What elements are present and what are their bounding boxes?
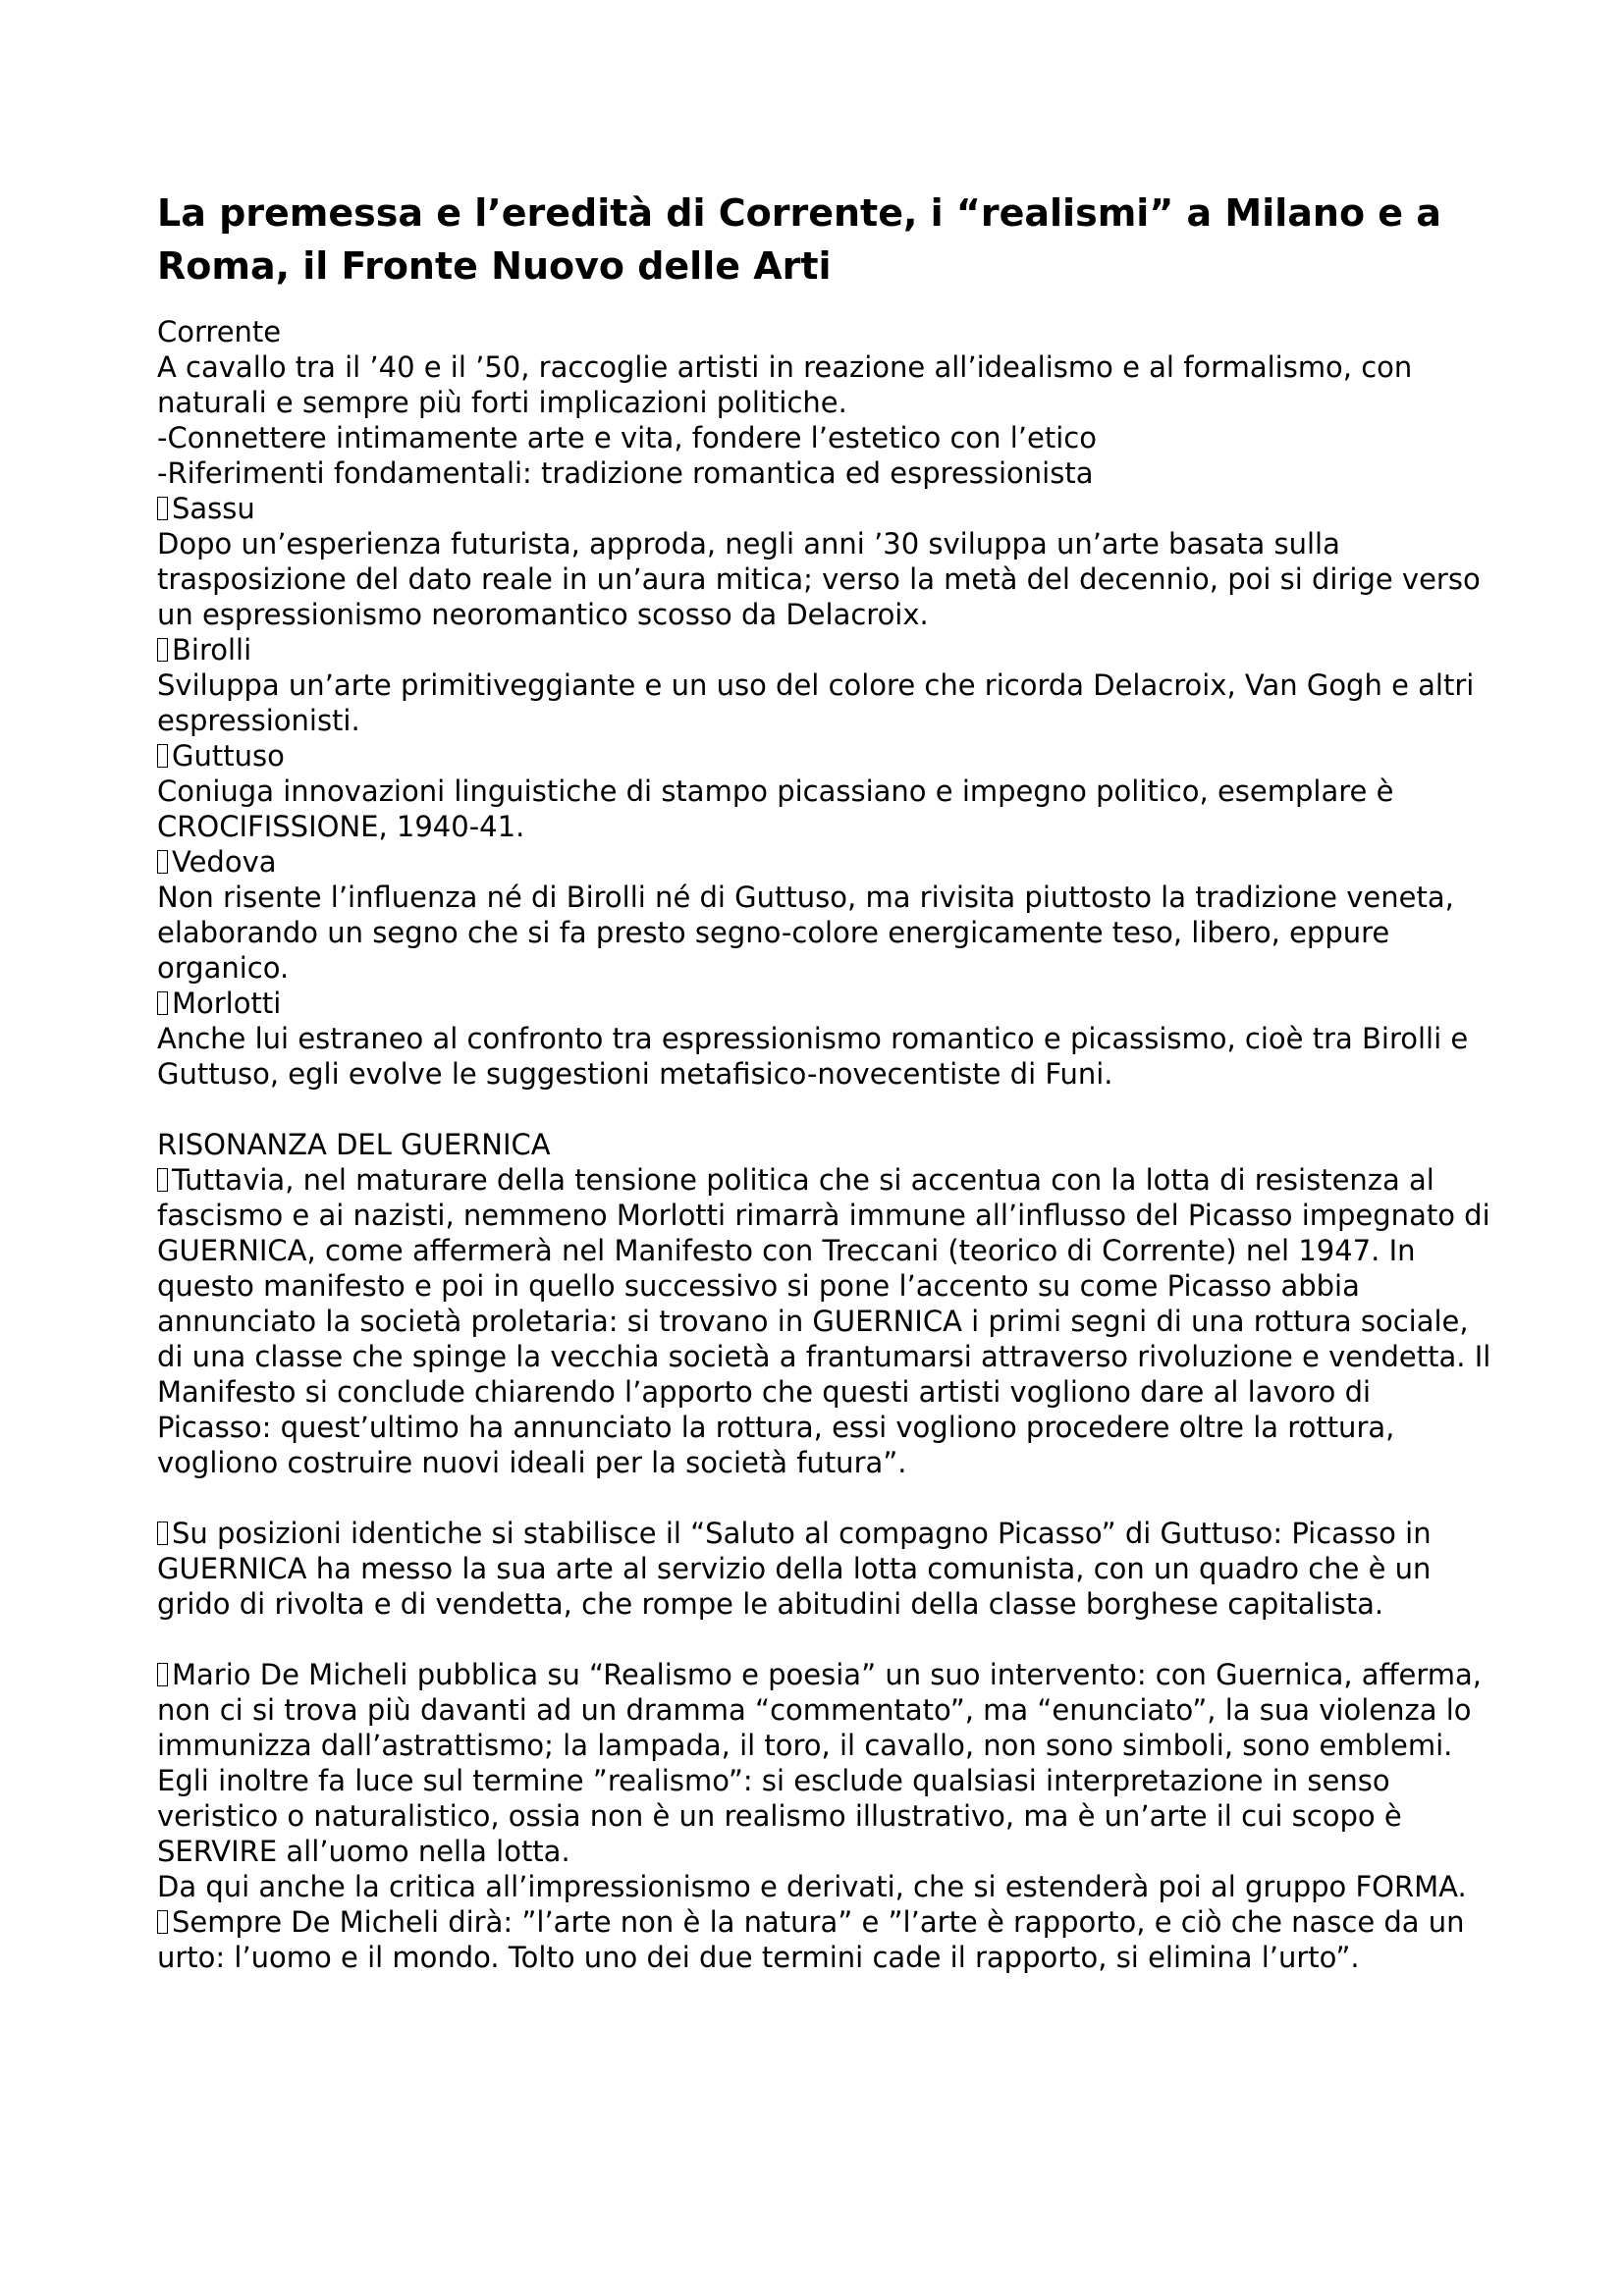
document-page xyxy=(157,187,1492,1975)
paragraph xyxy=(157,1516,1492,1622)
missing-glyph-bullet-icon xyxy=(157,850,168,874)
paragraph xyxy=(157,1763,1492,1869)
missing-glyph-bullet-icon xyxy=(157,1663,168,1686)
blank-line xyxy=(157,1622,1492,1657)
paragraph xyxy=(157,349,1492,420)
paragraph-text: Su posizioni identiche si stabilisce il “Saluto al compagno Picasso” di Guttuso: Picasso in GUERNICA ha messo la sua arte al servizio della lotta comunista, con un quadro che è un grido di rivolta e di vendetta, che rompe le abitudini della classe borghese capitalista. xyxy=(157,1517,1432,1621)
paragraph-text: -Riferimenti fondamentali: tradizione romantica ed espressionista xyxy=(157,456,1094,490)
paragraph xyxy=(157,632,1492,667)
paragraph xyxy=(157,491,1492,526)
paragraph-text: Dopo un’esperienza futurista, approda, negli anni ’30 sviluppa un’arte basata sulla trasposizione del dato reale in un’aura mitica; verso la metà del decennio, poi si dirige verso un espressionismo neoromantico scosso da Delacroix. xyxy=(157,527,1481,631)
paragraph xyxy=(157,738,1492,774)
paragraph-text: Morlotti xyxy=(172,987,282,1020)
paragraph-text: Birolli xyxy=(172,633,252,667)
document-title: La premessa e l’eredità di Corrente, i “realismi” a Milano e a Roma, il Fronte Nuovo delle Arti xyxy=(157,191,1441,288)
paragraph-text: Egli inoltre fa luce sul termine ”realismo”: si esclude qualsiasi interpretazione in senso veristico o naturalistico, ossia non è un realismo illustrativo, ma è un’arte il cui scopo è SERVIRE all’uomo nella lotta. xyxy=(157,1764,1402,1868)
blank-line xyxy=(157,1092,1492,1127)
paragraph xyxy=(157,1904,1492,1975)
paragraph-text: Guttuso xyxy=(172,739,285,773)
paragraph-text: Anche lui estraneo al confronto tra espressionismo romantico e picassismo, cioè tra Birolli e Guttuso, egli evolve le suggestioni metafisico-novecentiste di Funi. xyxy=(157,1022,1469,1091)
paragraph-text: Coniuga innovazioni linguistiche di stampo picassiano e impegno politico, esemplare è CROCIFISSIONE, 1940-41. xyxy=(157,774,1394,843)
paragraph xyxy=(157,774,1492,844)
paragraph-text: Mario De Micheli pubblica su “Realismo e poesia” un suo intervento: con Guernica, afferma, non ci si trova più davanti ad un dramma “commentato”, ma “enunciato”, la sua violenza lo immunizza dall’astrattismo; la lampada, il toro, il cavallo, non sono simboli, sono emblemi. xyxy=(157,1658,1483,1762)
missing-glyph-bullet-icon xyxy=(157,1910,168,1934)
paragraph xyxy=(157,844,1492,880)
paragraph xyxy=(157,526,1492,632)
paragraph-text: A cavallo tra il ’40 e il ’50, raccoglie artisti in reazione all’idealismo e al formalismo, con naturali e sempre più forti implicazioni politiche. xyxy=(157,350,1413,419)
paragraph-text: -Connettere intimamente arte e vita, fondere l’estetico con l’etico xyxy=(157,421,1097,454)
paragraph xyxy=(157,420,1492,455)
paragraph-text: Sassu xyxy=(172,492,255,525)
missing-glyph-bullet-icon xyxy=(157,497,168,520)
paragraph-text: Vedova xyxy=(172,845,277,879)
paragraph xyxy=(157,1657,1492,1763)
paragraph xyxy=(157,986,1492,1021)
paragraph-text: RISONANZA DEL GUERNICA xyxy=(157,1128,551,1161)
paragraph xyxy=(157,880,1492,986)
missing-glyph-bullet-icon xyxy=(157,991,168,1015)
document-body xyxy=(157,314,1492,1975)
paragraph-text: Non risente l’influenza né di Birolli né di Guttuso, ma rivisita piuttosto la tradizione veneta, elaborando un segno che si fa presto segno-colore energicamente teso, libero, eppure organico. xyxy=(157,881,1454,985)
missing-glyph-bullet-icon xyxy=(157,1522,168,1545)
paragraph xyxy=(157,1127,1492,1162)
missing-glyph-bullet-icon xyxy=(157,638,168,662)
paragraph xyxy=(157,1869,1492,1904)
paragraph-text: Tuttavia, nel maturare della tensione politica che si accentua con la lotta di resistenza al fascismo e ai nazisti, nemmeno Morlotti rimarrà immune all’influsso del Picasso impegnato di GUERNICA, come affermerà nel Manifesto con Treccani (teorico di Corrente) nel 1947. In questo manifesto e poi in quello successivo si pone l’accento su come Picasso abbia annunciato la società proletaria: si trovano in GUERNICA i primi segni di una rottura sociale, di una classe che spinge la vecchia società a frantumarsi attraverso rivoluzione e vendetta. Il Manifesto si conclude chiarendo l’apporto che questi artisti vogliono dare al lavoro di Picasso: quest’ultimo ha annunciato la rottura, essi vogliono procedere oltre la rottura, vogliono costruire nuovi ideali per la società futura”. xyxy=(157,1163,1491,1479)
paragraph xyxy=(157,1162,1492,1480)
paragraph xyxy=(157,1021,1492,1092)
paragraph-text: Corrente xyxy=(157,315,282,348)
blank-line xyxy=(157,1480,1492,1516)
paragraph xyxy=(157,455,1492,491)
missing-glyph-bullet-icon xyxy=(157,1168,168,1192)
missing-glyph-bullet-icon xyxy=(157,744,168,768)
paragraph-text: Da qui anche la critica all’impressionismo e derivati, che si estenderà poi al gruppo FORMA. xyxy=(157,1870,1467,1903)
paragraph-text: Sempre De Micheli dirà: ”l’arte non è la natura” e ”l’arte è rapporto, e ciò che nasce da un urto: l’uomo e il mondo. Tolto uno dei due termini cade il rapporto, si elimina l’urto”. xyxy=(157,1905,1465,1974)
paragraph xyxy=(157,314,1492,349)
paragraph-text: Sviluppa un’arte primitiveggiante e un uso del colore che ricorda Delacroix, Van Gogh e altri espressionisti. xyxy=(157,668,1475,737)
paragraph xyxy=(157,667,1492,738)
